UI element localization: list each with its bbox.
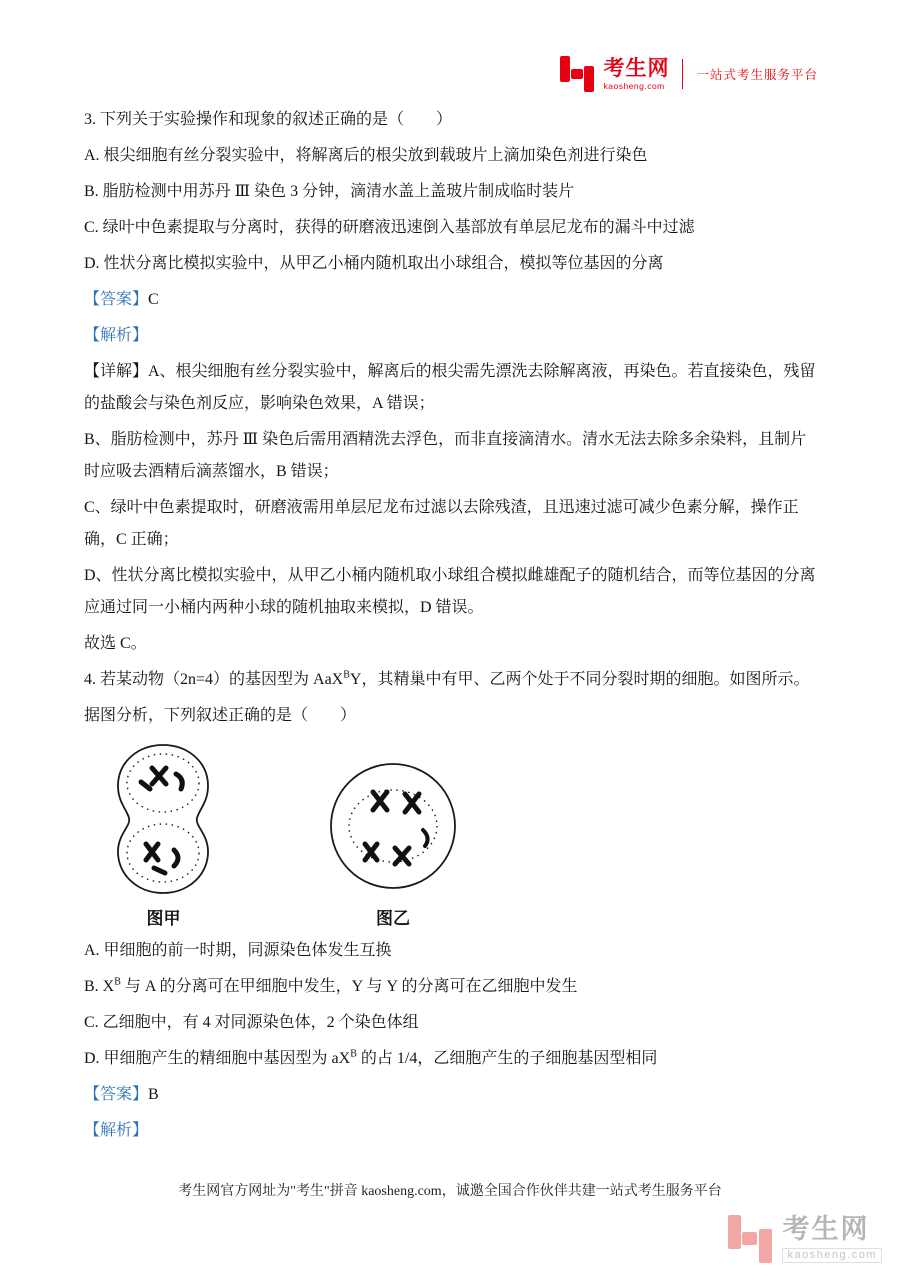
cell-jia-drawing <box>96 740 231 898</box>
q3-answer-value: C <box>148 291 159 308</box>
site-header <box>560 56 818 92</box>
watermark-text <box>782 1213 882 1263</box>
q3-answer-label: 【答案】 <box>84 291 149 308</box>
q4-option-d <box>84 1043 816 1075</box>
q3-option-b: B. 脂肪检测中用苏丹 Ⅲ 染色 3 分钟，滴清水盖上盖玻片制成临时装片 <box>84 183 575 200</box>
q4-option-c: C. 乙细胞中，有 4 对同源染色体，2 个染色体组 <box>84 1014 419 1031</box>
cell-yi-drawing <box>323 758 463 898</box>
q3-detail-d: D、性状分离比模拟实验中，从甲乙小桶内随机取小球组合模拟雌雄配子的随机结合，而等位基因的分离应通过同一小桶内两种小球的随机抽取来模拟，D 错误。 <box>84 567 816 616</box>
q4-option-d-part2: 的占 1/4，乙细胞产生的子细胞基因型相同 <box>356 1050 658 1067</box>
q4-answer-label: 【答案】 <box>84 1086 149 1103</box>
logo-tagline: 一站式考生服务平台 <box>696 68 818 82</box>
q4-stem-line2: 据图分析，下列叙述正确的是（ ） <box>84 707 357 724</box>
q3-stem: 3. 下列关于实验操作和现象的叙述正确的是（ ） <box>84 111 453 128</box>
q3-option-a: A. 根尖细胞有丝分裂实验中，将解离后的根尖放到载玻片上滴加染色剂进行染色 <box>84 147 648 164</box>
q3-detail-a: 【详解】A、根尖细胞有丝分裂实验中，解离后的根尖需先漂洗去除解离液，再染色。若直接染色，残留的盐酸会与染色剂反应，影响染色效果，A 错误； <box>84 363 816 412</box>
kaosheng-watermark <box>728 1215 882 1263</box>
kaosheng-logo-icon <box>560 56 594 92</box>
q4-option-b-part1: B. X <box>84 978 115 995</box>
watermark-name: 考生网 <box>782 1213 870 1244</box>
q4-analysis-label: 【解析】 <box>84 1122 149 1139</box>
logo-text <box>603 58 669 91</box>
q3-conclusion: 故选 C。 <box>84 635 147 652</box>
q3-option-c: C. 绿叶中色素提取与分离时，获得的研磨液迅速倒入基部放有单层尼龙布的漏斗中过滤 <box>84 219 695 236</box>
q4-stem <box>84 664 816 696</box>
document-content <box>84 104 816 1151</box>
logo-name: 考生网 <box>603 56 670 80</box>
figure-cell-jia <box>96 740 231 929</box>
q3-analysis-label: 【解析】 <box>84 327 149 344</box>
q4-answer-line <box>84 1079 816 1111</box>
q3-answer-line <box>84 284 816 316</box>
q4-option-d-part1: D. 甲细胞产生的精细胞中基因型为 aX <box>84 1050 351 1067</box>
q3-detail-c: C、绿叶中色素提取时，研磨液需用单层尼龙布过滤以去除残渣，且迅速过滤可减少色素分解，操作正确，C 正确； <box>84 499 799 548</box>
logo-divider <box>682 59 683 89</box>
q3-detail-b: B、脂肪检测中，苏丹 Ⅲ 染色后需用酒精洗去浮色，而非直接滴清水。清水无法去除多余染料，且制片时应吸去酒精后滴蒸馏水，B 错误； <box>84 431 807 480</box>
q4-answer-value: B <box>148 1086 159 1103</box>
q4-option-b-sup: B <box>114 976 121 988</box>
kaosheng-watermark-icon <box>728 1215 772 1263</box>
footer-text: 考生网官方网址为"考生"拼音 kaosheng.com，诚邀全国合作伙伴共建一站式考生服务平台 <box>178 1184 722 1199</box>
q4-stem-sup: B <box>343 669 350 681</box>
q4-stem-part1: 4. 若某动物（2n=4）的基因型为 AaX <box>84 671 344 688</box>
figure-label-yi: 图乙 <box>376 909 410 928</box>
q4-option-b <box>84 971 816 1003</box>
q4-option-a: A. 甲细胞的前一时期，同源染色体发生互换 <box>84 942 392 959</box>
figure-cell-yi <box>323 758 463 929</box>
page-footer <box>0 1180 900 1200</box>
figure-label-jia: 图甲 <box>146 909 181 928</box>
q4-option-b-part2: 与 A 的分离可在甲细胞中发生，Y 与 Y 的分离可在乙细胞中发生 <box>120 978 578 995</box>
q4-stem-part2: Y，其精巢中有甲、乙两个处于不同分裂时期的细胞。如图所示。 <box>349 671 810 688</box>
q3-option-d: D. 性状分离比模拟实验中，从甲乙小桶内随机取出小球组合，模拟等位基因的分离 <box>84 255 664 272</box>
logo-domain: kaosheng.com <box>603 80 665 91</box>
watermark-domain: kaosheng.com <box>782 1248 882 1263</box>
q4-option-d-sup: B <box>350 1048 357 1060</box>
cell-figure <box>84 740 816 929</box>
